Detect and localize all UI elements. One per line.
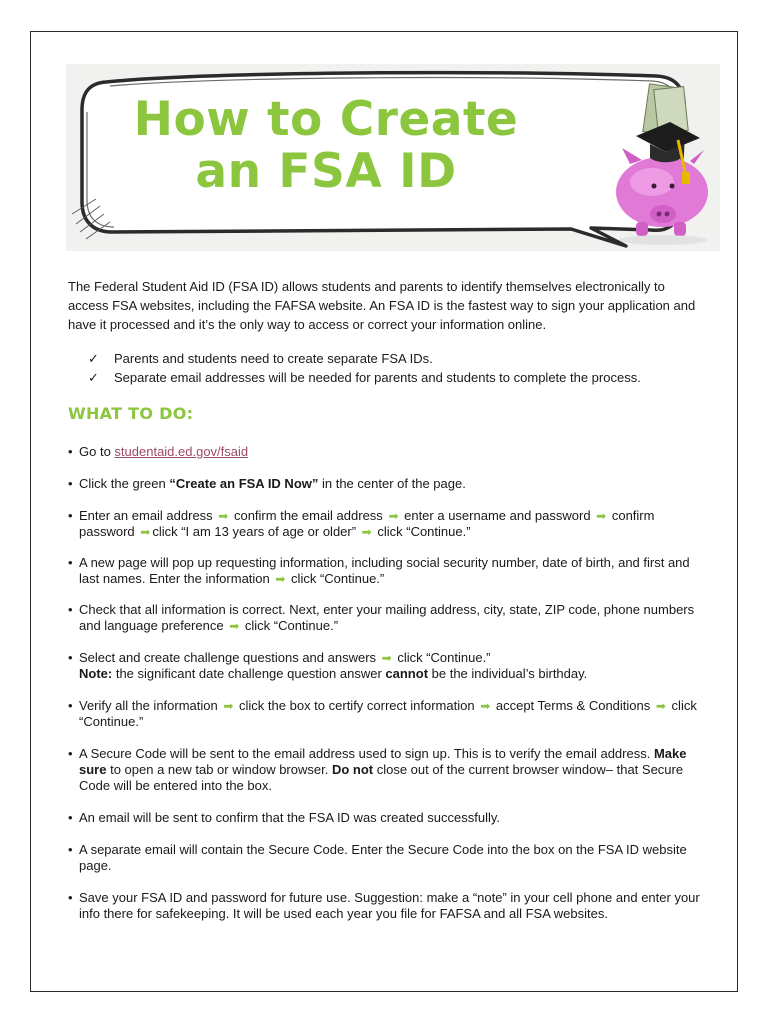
checklist: [88, 349, 708, 387]
bullet-icon: •: [68, 842, 73, 857]
bullet-icon: •: [68, 444, 73, 459]
step-item: • Enter an email address ➡ confirm the email address ➡ enter a username and password ➡ confirm password ➡ click “I am 13 years of age or older” ➡ click “Continue.”: [68, 508, 655, 539]
step-item: • Go to studentaid.ed.gov/fsaid: [68, 444, 249, 459]
step-item: • Verify all the information ➡ click the box to certify correct information ➡ accept Terms & Conditions ➡ click “Continue.”: [68, 698, 697, 729]
bullet-icon: •: [68, 602, 73, 617]
step-item: • An email will be sent to confirm that the FSA ID was created successfully.: [68, 810, 500, 825]
intro-paragraph: The Federal Student Aid ID (FSA ID) allows students and parents to identify themselves electronically to access FSA websites, including the FAFSA website. An FSA ID is the fastest way to sign your application and have it processed and it’s the only way to access or correct your information online.: [68, 279, 696, 332]
arrow-right-icon: ➡: [218, 509, 229, 523]
step-item: • Select and create challenge questions and answers ➡ click “Continue.” Note: the significant date challenge question answer cannot be the individual’s birthday.: [68, 650, 588, 681]
arrow-right-icon: ➡: [655, 699, 666, 713]
bullet-icon: •: [68, 890, 73, 905]
arrow-right-icon: ➡: [140, 525, 151, 539]
step-item: • Click the green “Create an FSA ID Now” in the center of the page.: [68, 476, 466, 491]
title-line-1: How to Create: [133, 92, 519, 147]
checklist-item: ✓ Parents and students need to create separate FSA IDs.: [88, 351, 433, 366]
arrow-right-icon: ➡: [381, 651, 392, 665]
title-line-2: an FSA ID: [195, 144, 457, 199]
arrow-right-icon: ➡: [388, 509, 399, 523]
arrow-right-icon: ➡: [275, 572, 286, 586]
arrow-right-icon: ➡: [596, 509, 607, 523]
arrow-right-icon: ➡: [480, 699, 491, 713]
what-to-do-heading: WHAT TO DO:: [68, 404, 194, 423]
checkmark-icon: ✓: [88, 351, 99, 366]
step-item: • Save your FSA ID and password for future use. Suggestion: make a “note” in your cell phone and enter your info there for safekeeping. It will be used each year you file for FAFSA and all FSA websites.: [68, 890, 700, 921]
step-item: • A separate email will contain the Secure Code. Enter the Secure Code into the box on the FSA ID website page.: [68, 842, 687, 873]
step-item: • A new page will pop up requesting information, including social security number, date of birth, and first and last names. Enter the information ➡ click “Continue.”: [68, 555, 690, 586]
bullet-icon: •: [68, 810, 73, 825]
arrow-right-icon: ➡: [229, 619, 240, 633]
bullet-icon: •: [68, 476, 73, 491]
bullet-icon: •: [68, 650, 73, 665]
arrow-right-icon: ➡: [223, 699, 234, 713]
fsaid-link[interactable]: studentaid.ed.gov/fsaid: [114, 444, 249, 459]
checklist-item: ✓ Separate email addresses will be needed for parents and students to complete the process.: [88, 370, 641, 385]
step-item: • A Secure Code will be sent to the email address used to sign up. This is to verify the email address. Make sure to open a new tab or window browser. Do not close out of the current browser window– that Secure Code will be entered into the box.: [68, 746, 687, 793]
bullet-icon: •: [68, 555, 73, 570]
page-title: [66, 94, 586, 198]
step-item: • Check that all information is correct. Next, enter your mailing address, city, state, ZIP code, phone numbers and language preference ➡ click “Continue.”: [68, 602, 695, 633]
bullet-icon: •: [68, 746, 73, 761]
arrow-right-icon: ➡: [361, 525, 372, 539]
bullet-icon: •: [68, 508, 73, 523]
bullet-icon: •: [68, 698, 73, 713]
checkmark-icon: ✓: [88, 370, 99, 385]
